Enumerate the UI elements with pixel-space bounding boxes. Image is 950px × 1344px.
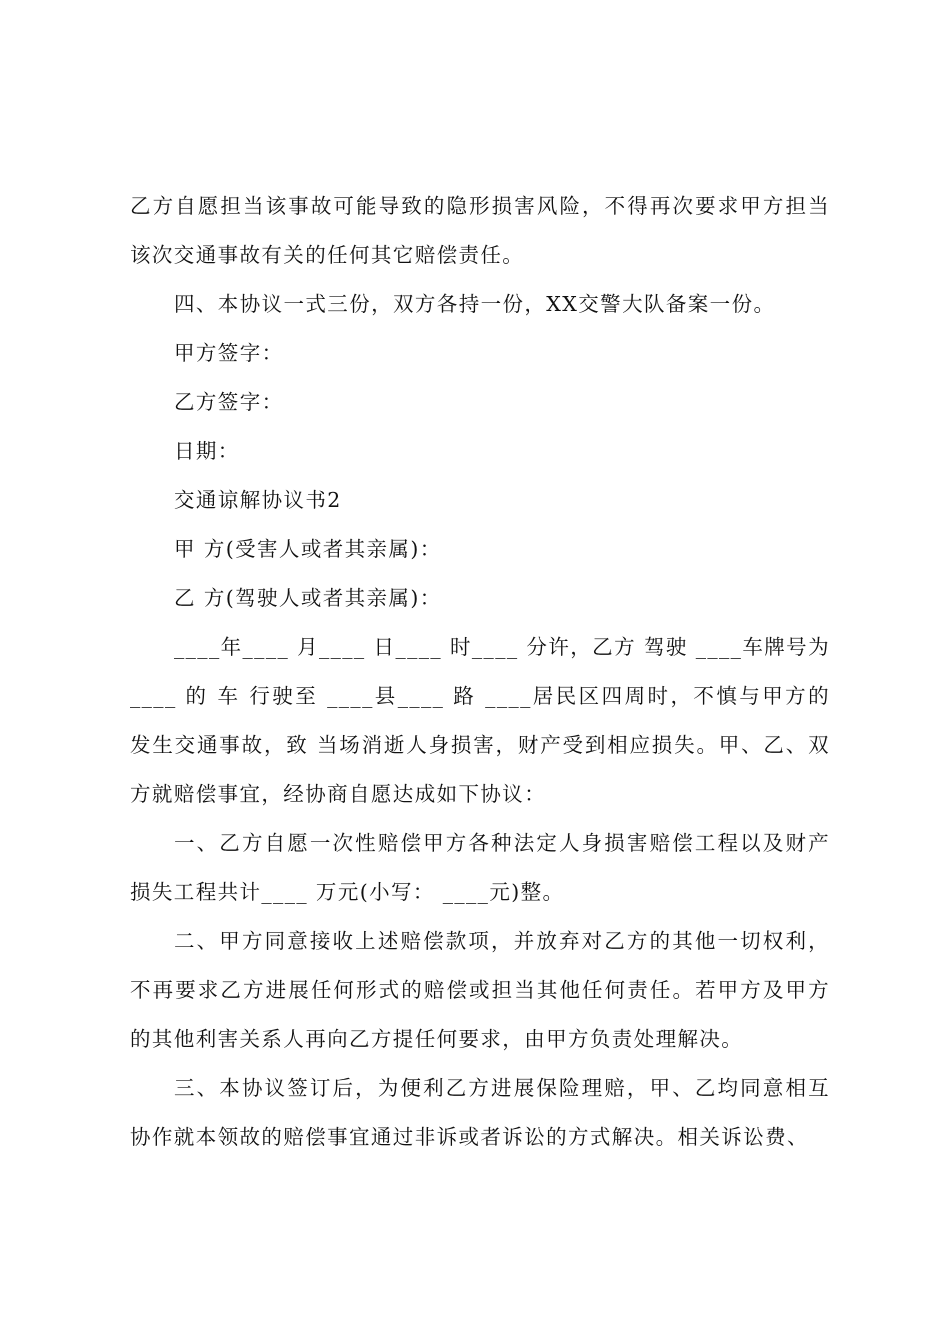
document-body xyxy=(130,182,838,1162)
paragraph-clause-three: 三、本协议签订后，为便利乙方进展保险理赔，甲、乙均同意相互协作就本领故的赔偿事宜通过非诉或者诉讼的方式解决。相关诉讼费、 xyxy=(130,1076,830,1149)
party-b-signature-line: 乙方签字： xyxy=(174,390,284,414)
date-line: 日期： xyxy=(174,439,240,463)
document-title: 交通谅解协议书2 xyxy=(174,488,342,512)
party-a-signature-line: 甲方签字： xyxy=(174,341,284,365)
paragraph-incident: ____年____ 月____ 日____ 时____ 分许，乙方 驾驶 ____车牌号为____ 的 车 行驶至 ____县____ 路 ____居民区四周时，不慎与甲方的 发生交通事故，致 当场消逝人身损害，财产受到相应损失。甲、乙、双方就赔偿事宜，经协商自愿达成如下协议： xyxy=(130,635,838,806)
paragraph-clause-two: 二、甲方同意接收上述赔偿款项，并放弃对乙方的其他一切权利，不再要求乙方进展任何形式的赔偿或担当其他任何责任。若甲方及甲方的其他利害关系人再向乙方提任何要求，由甲方负责处理解决。 xyxy=(130,929,830,1051)
party-b-line: 乙 方(驾驶人或者其亲属)： xyxy=(174,586,442,610)
paragraph-continuation: 乙方自愿担当该事故可能导致的隐形损害风险，不得再次要求甲方担当该次交通事故有关的任何其它赔偿责任。 xyxy=(130,194,830,267)
party-a-line: 甲 方(受害人或者其亲属)： xyxy=(174,537,442,561)
paragraph-clause-four: 四、本协议一式三份，双方各持一份，XX交警大队备案一份。 xyxy=(174,292,776,316)
paragraph-clause-one: 一、乙方自愿一次性赔偿甲方各种法定人身损害赔偿工程以及财产损失工程共计____ 万元(小写： ____元)整。 xyxy=(130,831,830,904)
